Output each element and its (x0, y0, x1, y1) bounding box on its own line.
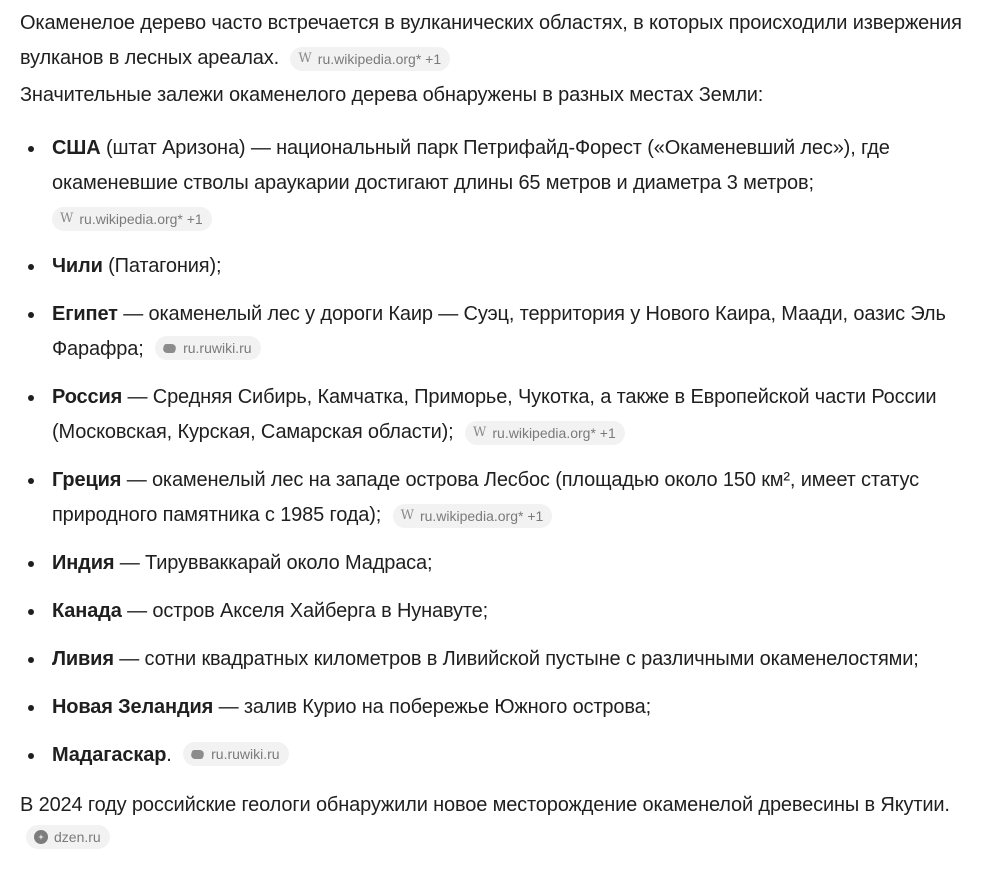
outro-paragraph (20, 788, 992, 858)
list-item (52, 738, 992, 773)
source-label: ru.wikipedia.org* +1 (492, 425, 616, 441)
source-chip[interactable] (52, 207, 212, 231)
country-name: Индия (52, 552, 115, 574)
country-name: Ливия (52, 648, 114, 670)
country-name: Новая Зеландия (52, 696, 214, 718)
source-chip[interactable] (290, 47, 450, 71)
ruwiki-icon (191, 749, 204, 759)
intro-text: Окаменелое дерево часто встречается в вулканических областях, в которых происходили извержения вулканов в лесных ареалах. (20, 12, 962, 69)
source-label: ru.wikipedia.org* +1 (79, 211, 203, 227)
list-item (52, 642, 992, 677)
list-item (52, 546, 992, 581)
source-chip[interactable] (155, 336, 260, 360)
item-text: (Патагония); (102, 255, 222, 277)
intro-paragraph (20, 6, 992, 76)
dzen-icon (34, 830, 48, 844)
locations-list (20, 131, 992, 773)
list-item (52, 249, 992, 284)
ruwiki-icon (163, 343, 176, 353)
source-label: ru.ruwiki.ru (211, 746, 280, 762)
item-text: . (166, 744, 172, 766)
wikipedia-icon: W (400, 508, 414, 523)
outro-text: В 2024 году российские геологи обнаружили новое месторождение окаменелой древесины в Якутии. (20, 794, 950, 816)
list-item (52, 594, 992, 629)
item-text: — Тирувваккарай около Мадраса; (114, 552, 433, 574)
source-chip[interactable] (393, 504, 553, 528)
list-intro: Значительные залежи окаменелого дерева обнаружены в разных местах Земли: (20, 84, 764, 106)
source-chip[interactable] (183, 742, 288, 766)
country-name: Россия (52, 386, 123, 408)
list-item (52, 297, 992, 367)
item-text: — залив Курио на побережье Южного острова; (213, 696, 651, 718)
item-text: (штат Аризона) — национальный парк Петрифайд-Форест («Окаменевший лес»), где окаменевшие стволы араукарии достигают длины 65 метров и диаметра 3 метров; (52, 137, 890, 194)
wikipedia-icon: W (60, 211, 74, 226)
country-name: Греция (52, 469, 122, 491)
wikipedia-icon: W (298, 51, 312, 66)
country-name: США (52, 137, 101, 159)
list-item (52, 690, 992, 725)
list-item (52, 463, 992, 533)
source-label: ru.ruwiki.ru (183, 340, 252, 356)
item-text: — остров Акселя Хайберга в Нунавуте; (121, 600, 489, 622)
item-text: — Средняя Сибирь, Камчатка, Приморье, Чукотка, а также в Европейской части России (Московская, Курская, Самарская области); (52, 386, 937, 443)
list-item (52, 380, 992, 450)
country-name: Египет (52, 303, 118, 325)
source-label: ru.wikipedia.org* +1 (317, 51, 442, 67)
country-name: Канада (52, 600, 122, 622)
source-chip[interactable] (26, 825, 110, 849)
item-text: — окаменелый лес на западе острова Лесбос (площадью около 150 км², имеет статус природного памятника с 1985 года); (52, 469, 919, 526)
source-label: dzen.ru (54, 829, 101, 845)
list-item (52, 131, 992, 236)
country-name: Чили (52, 255, 103, 277)
source-chip[interactable] (465, 421, 625, 445)
answer-content (20, 6, 992, 858)
source-label: ru.wikipedia.org* +1 (419, 508, 544, 524)
item-text: — окаменелый лес у дороги Каир — Суэц, территория у Нового Каира, Маади, оазис Эль Фарафра; (52, 303, 946, 360)
wikipedia-icon: W (473, 425, 487, 440)
country-name: Мадагаскар (52, 744, 167, 766)
item-text: — сотни квадратных километров в Ливийской пустыне с различными окаменелостями; (113, 648, 919, 670)
